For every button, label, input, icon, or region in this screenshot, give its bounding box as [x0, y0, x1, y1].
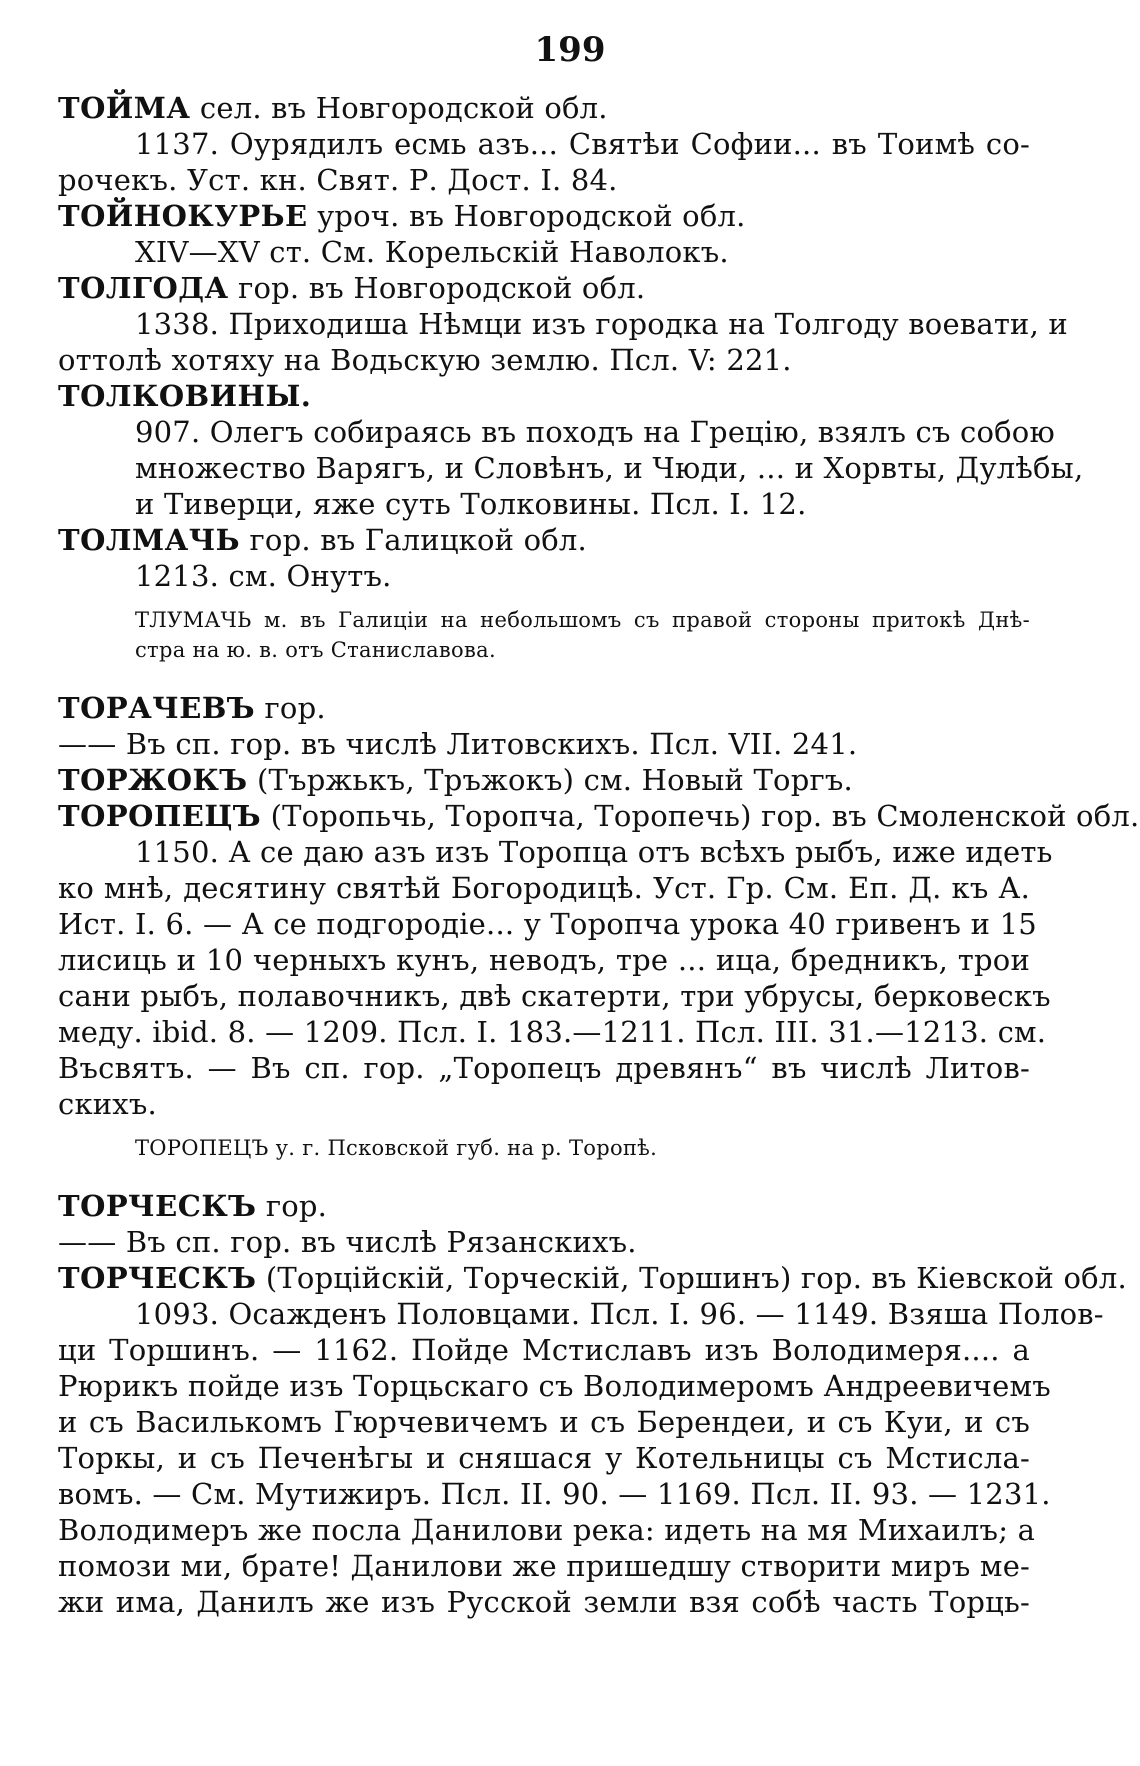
- note-line: ТОРОПЕЦЪ у. г. Псковской губ. на р. Торопѣ.: [135, 1136, 658, 1160]
- text-line: вомъ. — См. Мутижиръ. Псл. II. 90. — 1169. Псл. II. 93. — 1231.: [58, 1477, 1051, 1511]
- note-line: ТЛУМАЧЬ м. въ Галиціи на небольшомъ съ правой стороны притокѣ Днѣ-: [135, 608, 1030, 632]
- text-line: меду. ibid. 8. — 1209. Псл. I. 183.—1211. Псл. III. 31.—1213. см.: [58, 1015, 1047, 1049]
- text-line: 1338. Приходиша Нѣмци изъ городка на Толгоду воевати, и: [135, 307, 1068, 341]
- entry-text: сел. въ Новгородской обл.: [190, 91, 608, 125]
- headword: ТОРЧЕСКЪ: [58, 1261, 257, 1295]
- headword: ТОЙМА: [58, 91, 191, 125]
- text-line: скихъ.: [58, 1087, 157, 1121]
- text-line: Ист. I. 6. — А се подгородіе... у Торопча урока 40 гривенъ и 15: [58, 907, 1037, 941]
- headword: ТОЛКОВИНЫ.: [58, 379, 312, 413]
- headword: ТОРОПЕЦЪ: [58, 799, 262, 833]
- text-line: оттолѣ хотяху на Водьскую землю. Псл. V: 221.: [58, 343, 792, 377]
- entry-tolmach: [58, 520, 1030, 560]
- entry-torchesk-ryazan: [58, 1186, 1030, 1226]
- text-line: 1150. А се даю азъ изъ Торопца отъ всѣхъ рыбъ, иже идеть: [135, 835, 1053, 869]
- text-line: сани рыбъ, полавочникъ, двѣ скатерти, три убрусы, берковескъ: [58, 979, 1051, 1013]
- text-line: —— Въ сп. гор. въ числѣ Литовскихъ. Псл. VII. 241.: [58, 727, 858, 761]
- page-number: 199: [534, 30, 606, 70]
- text-line: Рюрикъ пойде изъ Торцьскаго съ Володимеромъ Андреевичемъ: [58, 1369, 1051, 1403]
- entry-tojma: [58, 88, 1030, 128]
- text-line: рочекъ. Уст. кн. Свят. Р. Дост. I. 84.: [58, 163, 618, 197]
- headword: ТОЙНОКУРЬЕ: [58, 199, 308, 233]
- text-line: ци Торшинъ. — 1162. Пойде Мстиславъ изъ Володимеря.... а: [58, 1333, 1030, 1367]
- text-line: 1137. Оурядилъ есмь азъ... Святѣи Софии... въ Тоимѣ со-: [135, 127, 1030, 161]
- entry-text: уроч. въ Новгородской обл.: [307, 199, 746, 233]
- text-line: Торкы, и съ Печенѣгы и сняшася у Котельницы съ Мстисла-: [58, 1441, 1030, 1475]
- text-line: 907. Олегъ собираясь въ походъ на Грецію, взялъ съ собою: [135, 415, 1055, 449]
- entry-text: гор.: [255, 691, 326, 725]
- text-line: множество Варягъ, и Словѣнъ, и Чюди, ... и Хорвты, Дулѣбы,: [135, 451, 1084, 485]
- note-line: стра на ю. в. отъ Станиславова.: [135, 638, 496, 662]
- headword: ТОРЖОКЪ: [58, 763, 248, 797]
- text-line: лисиць и 10 черныхъ кунъ, неводъ, тре ... ица, бредникъ, трои: [58, 943, 1030, 977]
- headword: ТОРЧЕСКЪ: [58, 1189, 257, 1223]
- text-line: и Тиверци, яже суть Толковины. Псл. I. 12.: [135, 487, 807, 521]
- text-line: жи има, Данилъ же изъ Русской земли взя собѣ часть Торць-: [58, 1585, 1030, 1619]
- entry-text: (Тържькъ, Тръжокъ) см. Новый Торгъ.: [247, 763, 853, 797]
- text-line: ко мнѣ, десятину святѣй Богородицѣ. Уст. Гр. См. Еп. Д. къ А.: [58, 871, 1030, 905]
- text-line: Володимеръ же посла Данилови река: идеть на мя Михаилъ; а: [58, 1513, 1036, 1547]
- text-line: 1213. см. Онутъ.: [135, 559, 392, 593]
- text-line: Въсвятъ. — Въ сп. гор. „Торопецъ древянъ“ въ числѣ Литов-: [58, 1051, 1030, 1085]
- headword: ТОЛГОДА: [58, 271, 229, 305]
- entry-tolkoviny: [58, 376, 1030, 416]
- text-line: XIV—XV ст. См. Корельскій Наволокъ.: [135, 235, 729, 269]
- text-line: —— Въ сп. гор. въ числѣ Рязанскихъ.: [58, 1225, 637, 1259]
- headword: ТОРАЧЕВЪ: [58, 691, 256, 725]
- entry-toropets: [58, 796, 1140, 836]
- entry-tolgoda: [58, 268, 1030, 308]
- entry-text: гор.: [256, 1189, 328, 1223]
- text-line: 1093. Осажденъ Половцами. Псл. I. 96. — 1149. Взяша Полов-: [135, 1297, 1104, 1331]
- text-line: и съ Василькомъ Гюрчевичемъ и съ Берендеи, и съ Куи, и съ: [58, 1405, 1030, 1439]
- text-line: помози ми, брате! Данилови же пришедшу створити миръ ме-: [58, 1549, 1031, 1583]
- entry-text: гор. въ Новгородской обл.: [228, 271, 646, 305]
- entry-text: (Торційскій, Торческій, Торшинъ) гор. въ Кіевской обл.: [256, 1261, 1127, 1295]
- entry-text: гор. въ Галицкой обл.: [240, 523, 587, 557]
- entry-torchesk-kiev: [58, 1258, 1127, 1298]
- headword: ТОЛМАЧЬ: [58, 523, 241, 557]
- entry-text: (Торопьчь, Торопча, Торопечь) гор. въ Смоленской обл.: [261, 799, 1140, 833]
- entry-torzhok: [58, 760, 1030, 800]
- entry-toratchev: [58, 688, 1030, 728]
- entry-tojnokurje: [58, 196, 1030, 236]
